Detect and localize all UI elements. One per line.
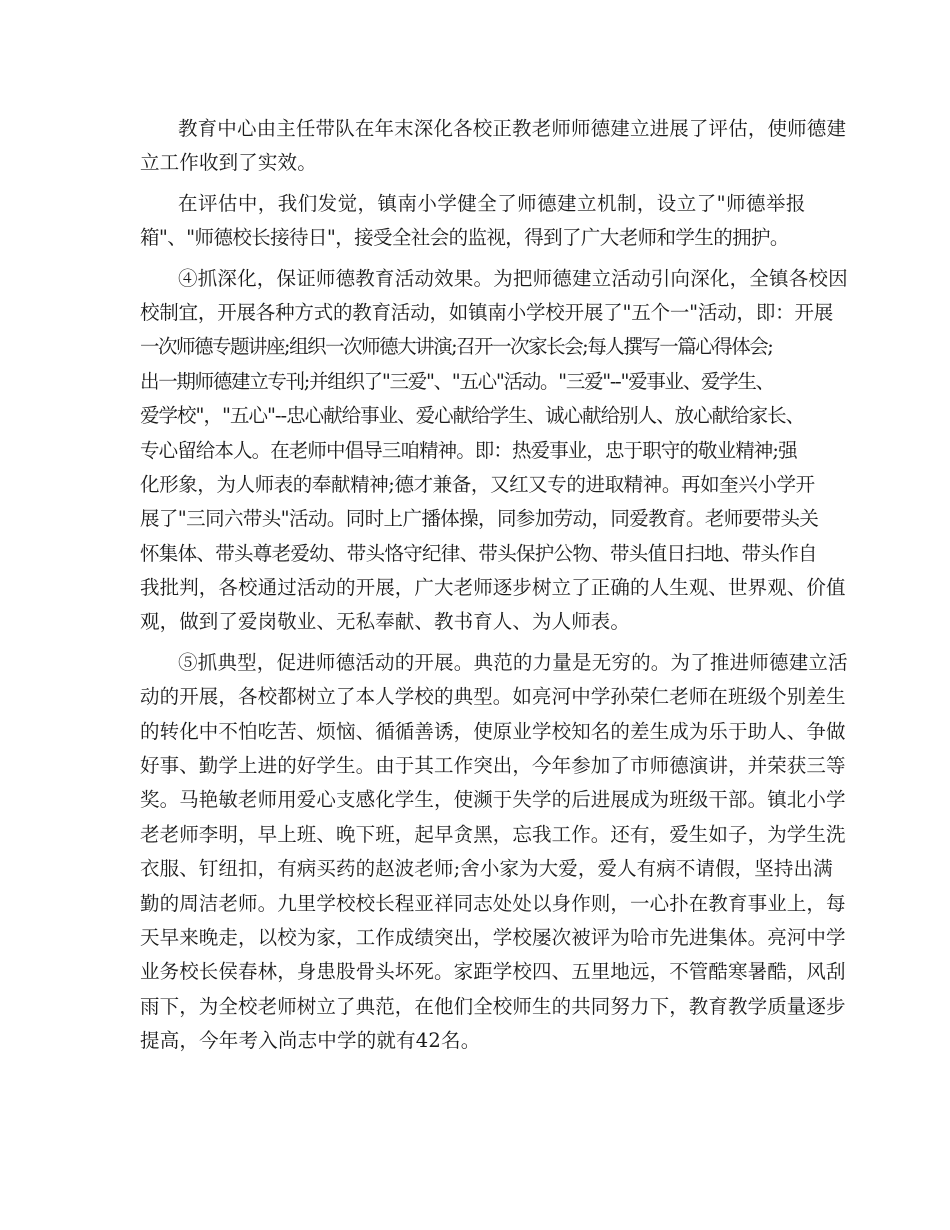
text-line: 业务校长侯春林，身患股骨头坏死。家距学校四、五里地远，不管酷寒暑酷，风刮 <box>140 960 846 984</box>
document-body <box>140 112 848 1059</box>
text-line: 出一期师德建立专刊;并组织了"三爱"、"五心"活动。"三爱"--"爱事业、爱学生、 <box>140 369 774 393</box>
text-line: ④抓深化，保证师德教育活动效果。为把师德建立活动引向深化，全镇各校因 <box>178 266 848 290</box>
text-line: 奖。马艳敏老师用爱心支感化学生，使濒于失学的后进展成为班级干部。镇北小学 <box>140 788 846 812</box>
paragraph-evaluation-findings <box>140 187 815 256</box>
text-line: ⑤抓典型，促进师德活动的开展。典范的力量是无穷的。为了推进师德建立活 <box>178 650 848 674</box>
text-line: 提高，今年考入尚志中学的就有42名。 <box>140 1029 481 1053</box>
paragraph-role-models <box>140 646 848 1059</box>
text-line: 在评估中，我们发觉，镇南小学健全了师德建立机制，设立了"师德举报 <box>178 191 806 215</box>
text-line: 化形象，为人师表的奉献精神;德才兼备，又红又专的进取精神。再如奎兴小学开 <box>140 472 815 496</box>
text-line: 老老师李明，早上班、晚下班，起早贪黑，忘我工作。还有，爱生如子，为学生洗 <box>140 822 846 846</box>
text-line: 展了"三同六带头"活动。同时上广播体操，同参加劳动，同爱教育。老师要带头关 <box>140 507 819 531</box>
text-line: 勤的周洁老师。九里学校校长程亚祥同志处处以身作则，一心扑在教育事业上，每 <box>140 891 846 915</box>
text-line: 好事、勤学上进的好学生。由于其工作突出，今年参加了市师德演讲，并荣获三等 <box>140 754 846 778</box>
text-line: 雨下，为全校老师树立了典范，在他们全校师生的共同努力下，教育教学质量逐步 <box>140 994 846 1018</box>
text-line: 立工作收到了实效。 <box>140 151 317 175</box>
text-line: 教育中心由主任带队在年末深化各校正教老师师德建立进展了评估，使师德建 <box>178 117 847 140</box>
paragraph-evaluation-intro <box>140 112 847 181</box>
text-line: 天早来晚走，以校为家，工作成绩突出，学校屡次被评为哈市先进集体。亮河中学 <box>140 925 846 949</box>
text-line: 衣服、钉纽扣，有病买药的赵波老师;舍小家为大爱，爱人有病不请假，坚持出满 <box>140 857 833 881</box>
text-line: 爱学校"，"五心"--忠心献给事业、爱心献给学生、诚心献给别人、放心献给家长、 <box>140 404 805 428</box>
text-line: 一次师德专题讲座;组织一次师德大讲演;召开一次家长会;每人撰写一篇心得体会; <box>140 335 773 359</box>
text-line: 动的开展，各校都树立了本人学校的典型。如亮河中学孙荣仁老师在班级个别差生 <box>140 685 846 709</box>
text-line: 我批判，各校通过活动的开展，广大老师逐步树立了正确的人生观、世界观、价值 <box>140 576 846 600</box>
text-line: 的转化中不怕吃苦、烦恼、循循善诱，使原业学校知名的差生成为乐于助人、争做 <box>140 719 846 743</box>
text-line: 专心留给本人。在老师中倡导三咱精神。即：热爱事业，忠于职守的敬业精神;强 <box>140 438 797 462</box>
text-line: 箱"、"师德校长接待日"，接受全社会的监视，得到了广大老师和学生的拥护。 <box>140 226 789 250</box>
text-line: 观，做到了爱岗敬业、无私奉献、教书育人、为人师表。 <box>140 610 631 634</box>
paragraph-deepening-activities <box>140 262 848 640</box>
text-line: 怀集体、带头尊老爱幼、带头恪守纪律、带头保护公物、带头值日扫地、带头作自 <box>140 541 817 565</box>
text-line: 校制宜，开展各种方式的教育活动，如镇南小学校开展了"五个一"活动，即：开展 <box>140 300 834 324</box>
